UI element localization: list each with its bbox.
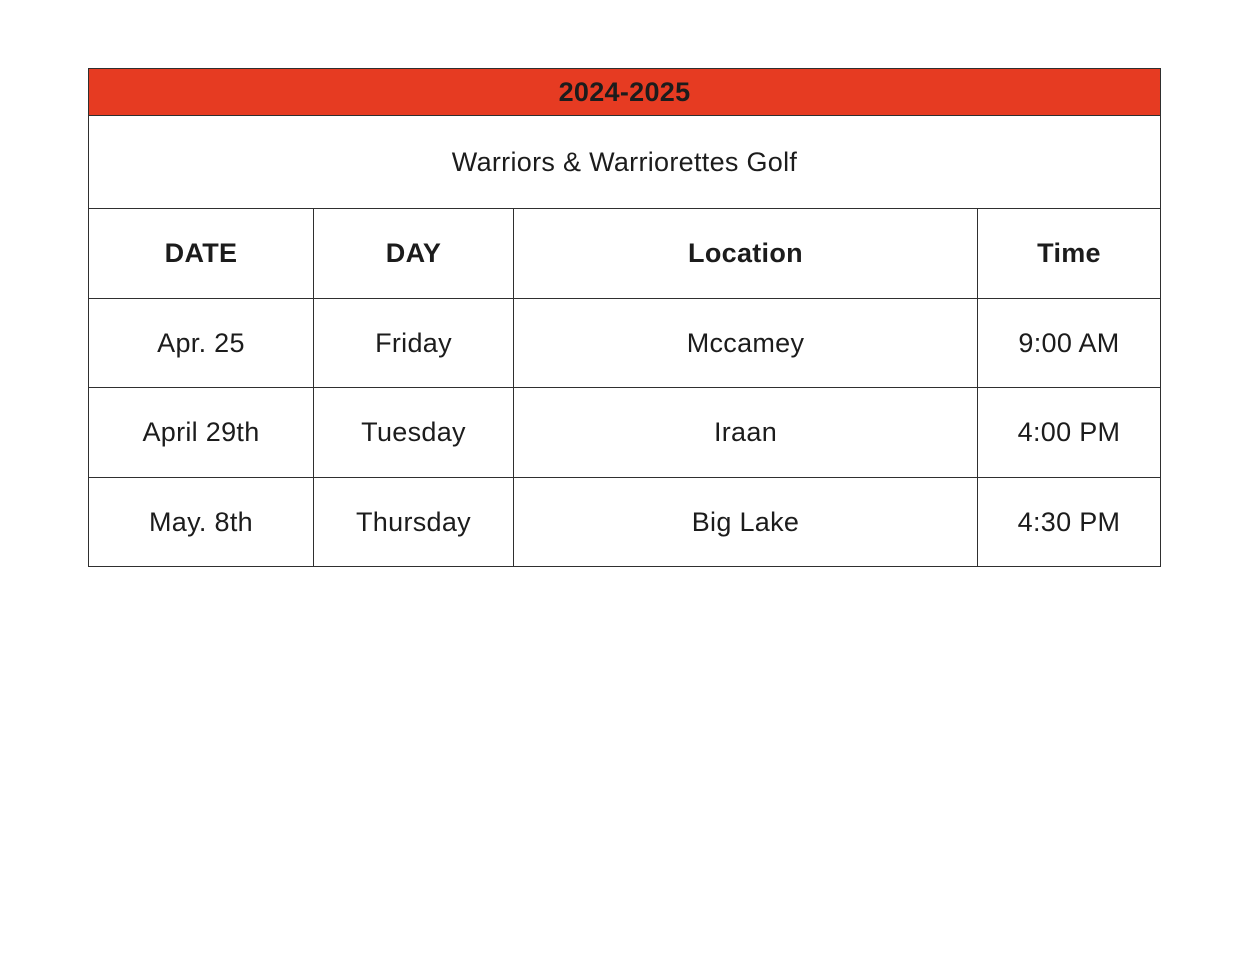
cell-location: Mccamey [514,299,978,388]
year-banner: 2024-2025 [89,69,1161,116]
column-header-location: Location [514,209,978,299]
column-header-day: DAY [314,209,514,299]
cell-date: April 29th [89,388,314,478]
cell-location: Iraan [514,388,978,478]
column-header-row [89,209,1161,299]
cell-date: May. 8th [89,478,314,567]
cell-day: Thursday [314,478,514,567]
cell-time: 4:30 PM [978,478,1161,567]
cell-day: Friday [314,299,514,388]
table-title: Warriors & Warriorettes Golf [89,116,1161,209]
year-banner-row [89,69,1161,116]
table-row [89,388,1161,478]
cell-location: Big Lake [514,478,978,567]
table-row [89,478,1161,567]
cell-time: 9:00 AM [978,299,1161,388]
cell-date: Apr. 25 [89,299,314,388]
cell-time: 4:00 PM [978,388,1161,478]
cell-day: Tuesday [314,388,514,478]
golf-schedule-table [88,68,1161,567]
table-row [89,299,1161,388]
column-header-date: DATE [89,209,314,299]
column-header-time: Time [978,209,1161,299]
title-row [89,116,1161,209]
